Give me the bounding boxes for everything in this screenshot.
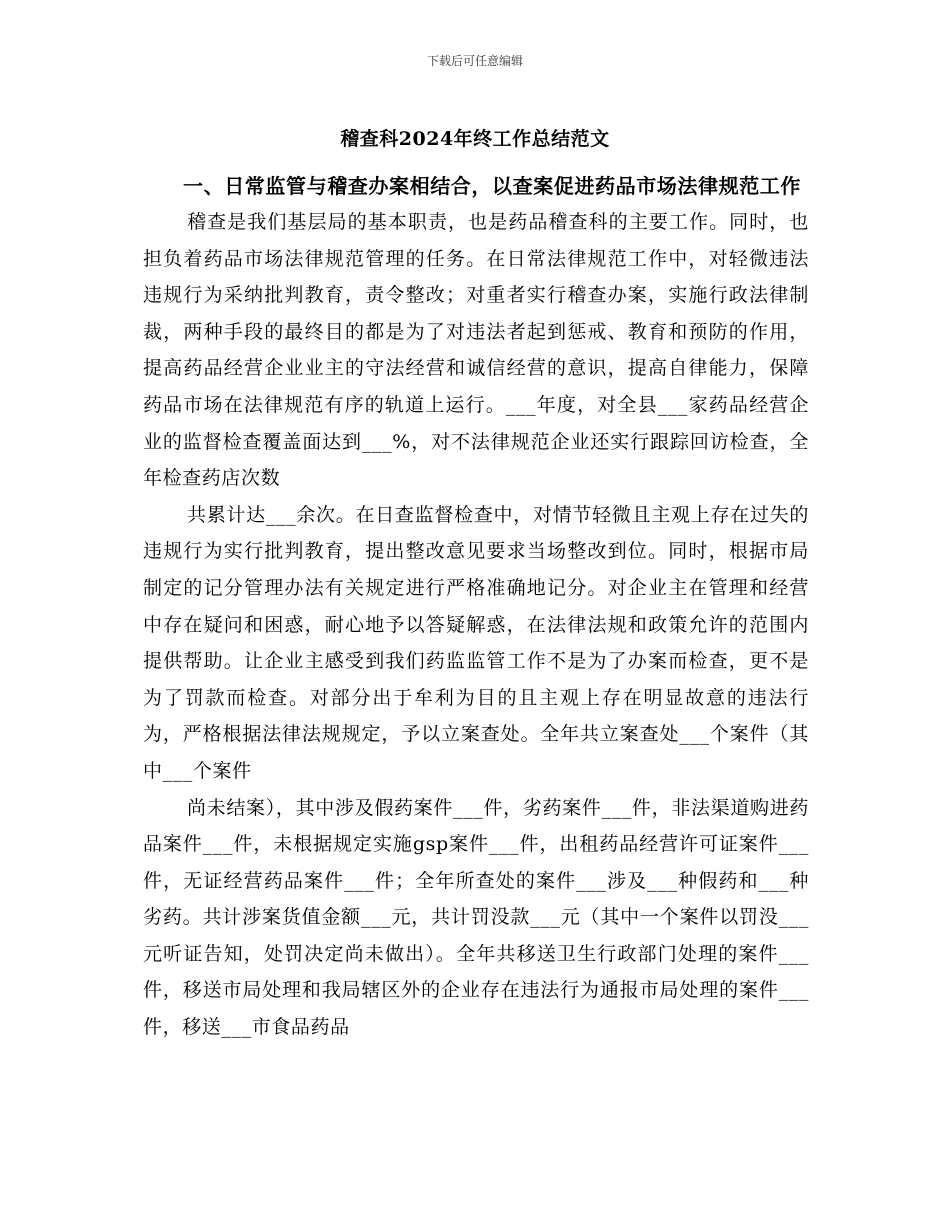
section-heading-1: 一、日常监管与稽查办案相结合，以查案促进药品市场法律规范工作 xyxy=(183,174,801,198)
paragraph-1: 稽查是我们基层局的基本职责，也是药品稽查科的主要工作。同时，也担负着药品市场法律规范管理的任务。在日常法律规范工作中，对轻微违法违规行为采纳批判教育，责令整改；对重者实行稽查办案，实施行政法律制裁，两种手段的最终目的都是为了对违法者起到惩戒、教育和预防的作用，提高药品经营企业业主的守法经营和诚信经营的意识，提高自律能力，保障药品市场在法律规范有序的轨道上运行。___年度，对全县___家药品经营企业的监督检查覆盖面达到___%，对不法律规范企业还实行跟踪回访检查，全年检查药店次数 xyxy=(143,211,809,490)
page-header-note: 下载后可任意编辑 xyxy=(426,54,523,68)
document-body xyxy=(143,168,809,1046)
document-title: 稽查科2024年终工作总结范文 xyxy=(340,128,610,150)
paragraph-2: 共累计达___余次。在日查监督检查中，对情节轻微且主观上存在过失的违规行为实行批判教育，提出整改意见要求当场整改到位。同时，根据市局制定的记分管理办法有关规定进行严格准确地记分。对企业主在管理和经营中存在疑问和困惑，耐心地予以答疑解惑，在法律法规和政策允许的范围内提供帮助。让企业主感受到我们药监监管工作不是为了办案而检查，更不是为了罚款而检查。对部分出于牟利为目的且主观上存在明显故意的违法行为，严格根据法律法规规定，予以立案查处。全年共立案查处___个案件（其中___个案件 xyxy=(143,503,809,782)
paragraph-3: 尚未结案），其中涉及假药案件___件，劣药案件___件，非法渠道购进药品案件___件，未根据规定实施gsp案件___件，出租药品经营许可证案件___件，无证经营药品案件___件；全年所查处的案件___涉及___种假药和___种劣药。共计涉案货值金额___元，共计罚没款___元（其中一个案件以罚没___元听证告知，处罚决定尚未做出）。全年共移送卫生行政部门处理的案件___件，移送市局处理和我局辖区外的企业存在违法行为通报市局处理的案件___件，移送___市食品药品 xyxy=(143,796,809,1039)
